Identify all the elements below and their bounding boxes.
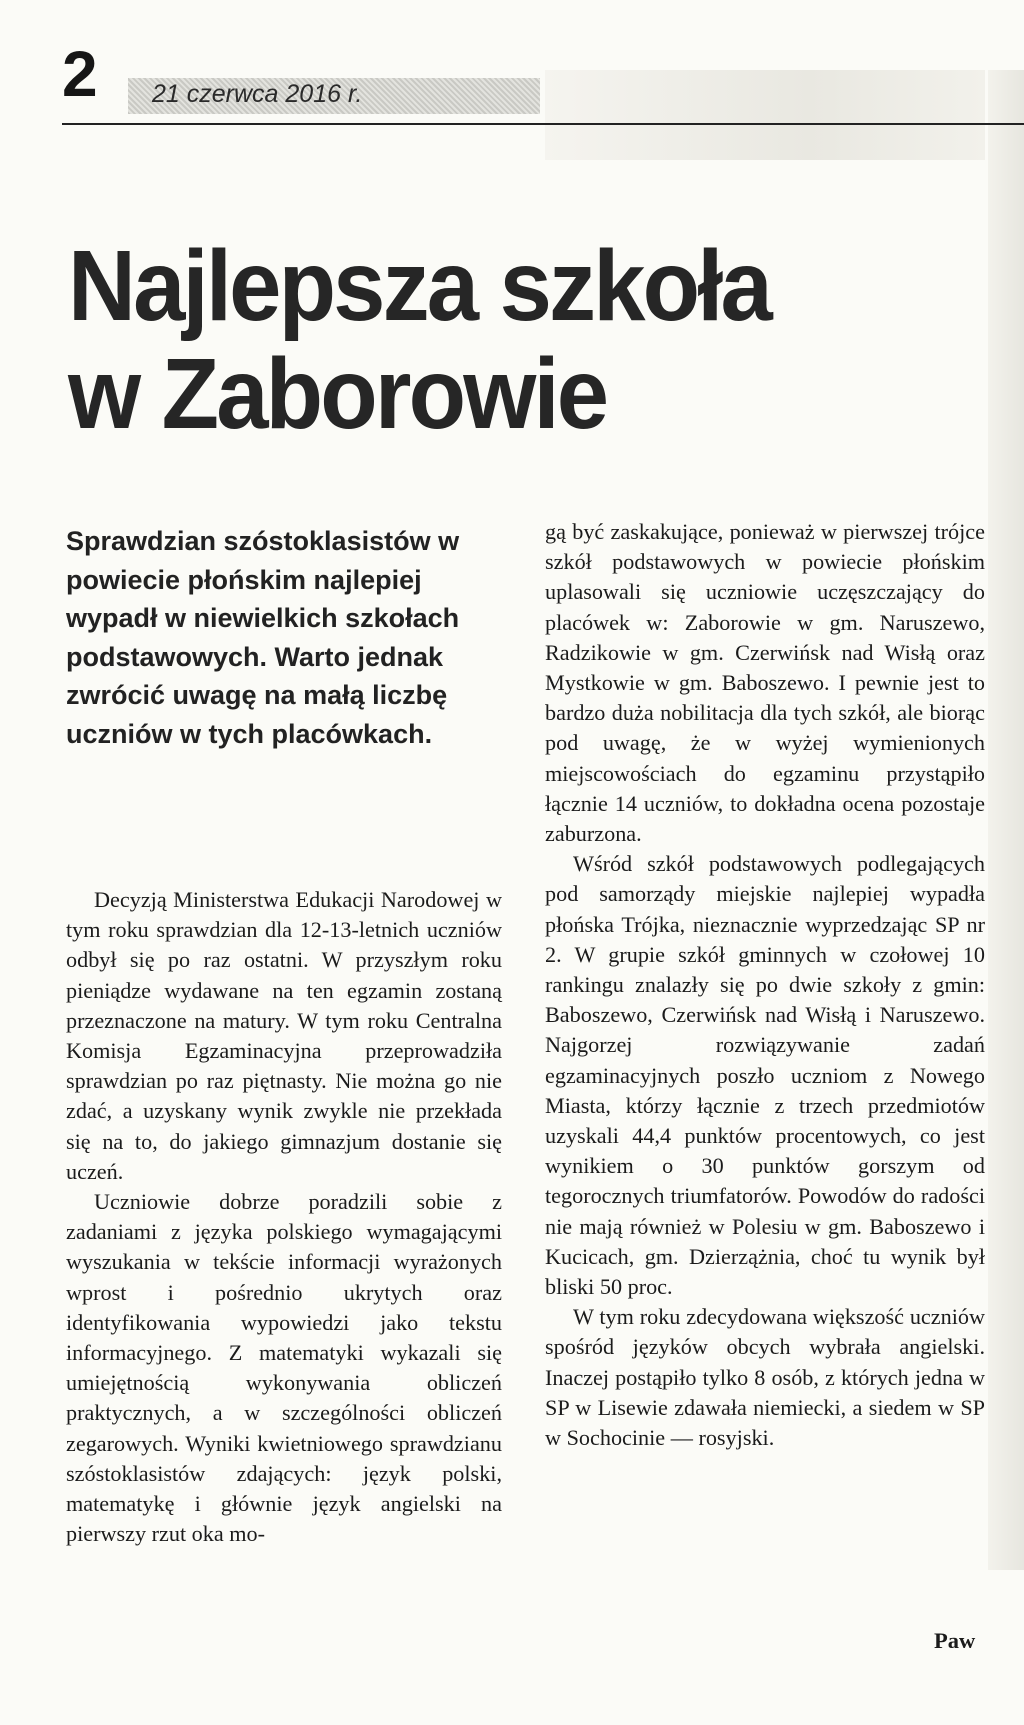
article-lead: Sprawdzian szóstoklasistów w powiecie płońskim najlepiej wypadł w niewielkich szkołach podstawowych. Warto jednak zwrócić uwagę na małą liczbę uczniów w tych placówkach.: [66, 526, 460, 749]
page-number: 2: [62, 38, 98, 110]
issue-date: 21 czerwca 2016 r.: [152, 80, 363, 108]
paragraph: gą być zaskakujące, ponieważ w pierwszej trójce szkół podstawowych w powiecie płońskim uplasowali się uczniowie uczęszczający do placówek w: Zaborowie w gm. Naruszewo, Radzikowie w gm. Czerwińsk nad Wisłą oraz Mystkowie w gm. Baboszewo. I pewnie jest to bardzo duża nobilitacja dla tych szkół, ale biorąc pod uwagę, że w wyżej wymienionych miejscowościach do egzaminu przystąpiło łącznie 14 uczniów, to dokładna ocena pozostaje zaburzona.: [545, 519, 985, 847]
article-column-1: [66, 885, 502, 1549]
show-through-edge: [988, 70, 1024, 1570]
header-rule: [62, 123, 1024, 125]
headline-line-2: w Zaborowie: [68, 338, 607, 450]
paragraph: Uczniowie dobrze poradzili sobie z zadaniami z języka polskiego wymagającymi wyszukania w tekście informacji wyrażonych wprost i pośrednio ukrytych oraz identyfikowania wypowiedzi jako tekstu informacyjnego. Z matematyki wykazali się umiejętnością wykonywania obliczeń praktycznych, a w szczególności obliczeń zegarowych. Wyniki kwietniowego sprawdzianu szóstoklasistów zdających: język polski, matematykę i głównie język angielski na pierwszy rzut oka mo-: [66, 1189, 502, 1547]
show-through-band: [545, 70, 985, 160]
author-byline: Paw: [934, 1628, 976, 1653]
article-headline: [68, 232, 914, 448]
paragraph: Decyzją Ministerstwa Edukacji Narodowej w tym roku sprawdzian dla 12-13-letnich uczniów odbył się po raz ostatni. W przyszłym roku pieniądze wydawane na ten egzamin zostaną przeznaczone na matury. W tym roku Centralna Komisja Egzaminacyjna przeprowadziła sprawdzian po raz piętnasty. Nie można go nie zdać, a uzyskany wynik zwykle nie przekłada się na to, do jakiego gimnazjum dostanie się uczeń.: [66, 887, 502, 1184]
headline-line-1: Najlepsza szkoła: [68, 230, 771, 342]
article-column-2: [545, 517, 985, 1453]
paragraph: Wśród szkół podstawowych podlegających pod samorządy miejskie najlepiej wypadła płońska Trójka, nieznacznie wyprzedzając SP nr 2. W grupie szkół gminnych w czołowej 10 rankingu znalazły się po dwie szkoły z gmin: Baboszewo, Czerwińsk nad Wisłą i Naruszewo. Najgorzej rozwiązywanie zadań egzaminacyjnych poszło uczniom z Nowego Miasta, którzy łącznie z trzech przedmiotów uzyskali 44,4 punktów procentowych, co jest wynikiem o 30 punktów gorszym od tegorocznych triumfatorów. Powodów do radości nie mają również w Polesiu w gm. Baboszewo i Kucicach, gm. Dzierzążnia, choć tu wynik był bliski 50 proc.: [545, 851, 985, 1300]
paragraph: W tym roku zdecydowana większość uczniów spośród języków obcych wybrała angielski. Inaczej postąpiło tylko 8 osób, z których jedna w SP w Lisewie zdawała niemiecki, a siedem w SP w Sochocinie — rosyjski.: [545, 1304, 985, 1451]
